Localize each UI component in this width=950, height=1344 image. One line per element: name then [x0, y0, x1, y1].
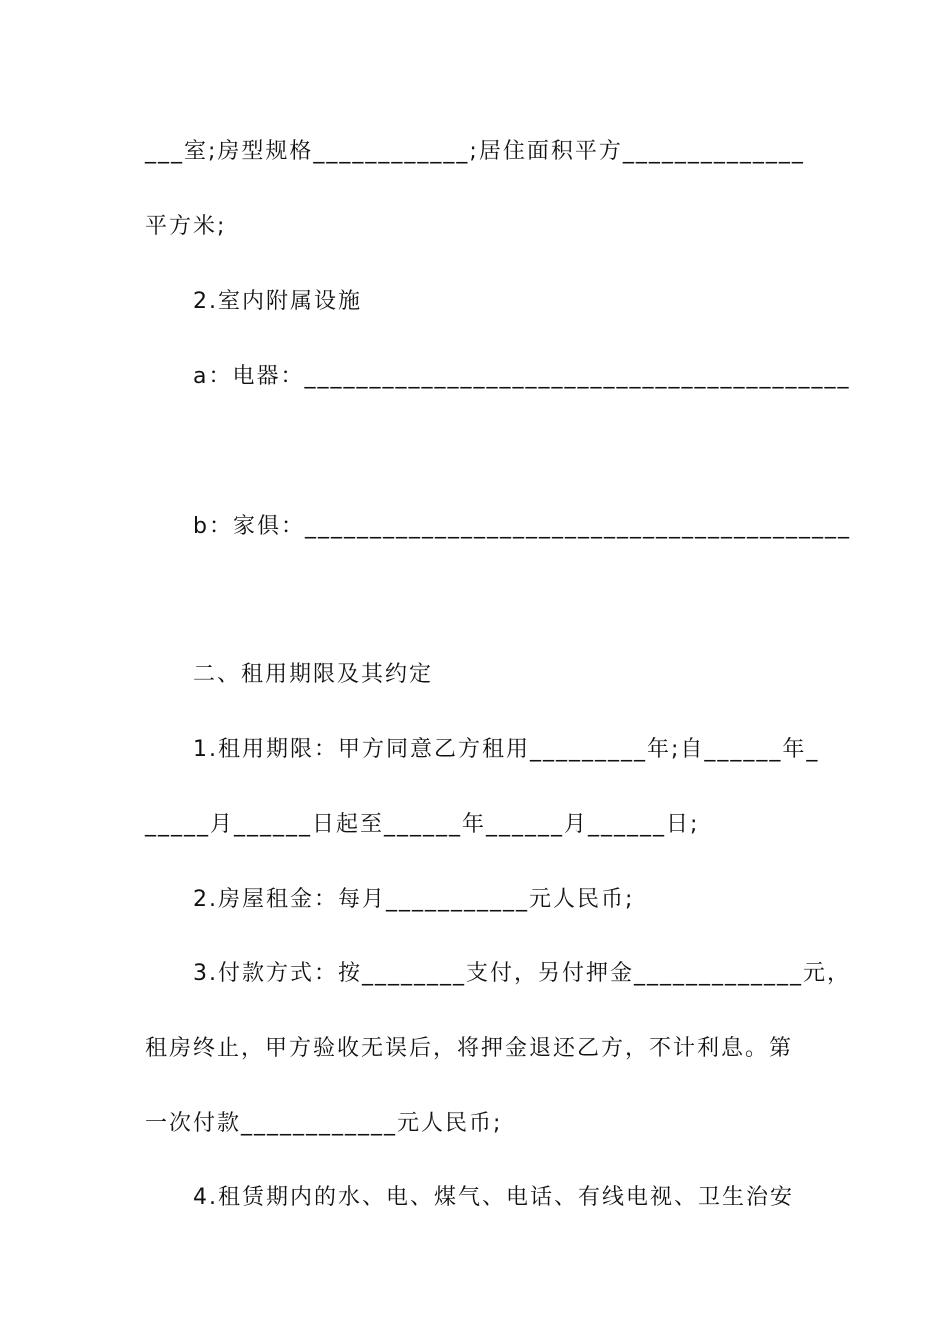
room-spec-line: ___室;房型规格____________;居住面积平方______________: [145, 139, 805, 164]
section-two-heading: 二、租用期限及其约定: [193, 662, 434, 687]
first-payment-line: 一次付款____________元人民币;: [145, 1111, 503, 1136]
lease-dates-line: _____月______日起至______年______月______日;: [145, 812, 700, 837]
utilities-line: 4.租赁期内的水、电、煤气、电话、有线电视、卫生治安: [193, 1185, 794, 1210]
rent-line: 2.房屋租金：每月___________元人民币;: [193, 887, 635, 912]
area-unit-line: 平方米;: [145, 214, 227, 239]
facilities-heading: 2.室内附属设施: [193, 289, 362, 314]
lease-term-line: 1.租用期限：甲方同意乙方租用_________年;自______年_: [193, 737, 820, 762]
appliances-line: a：电器：__________________________________________: [193, 364, 851, 389]
deposit-refund-line: 租房终止，甲方验收无误后，将押金退还乙方，不计利息。第: [145, 1036, 794, 1061]
furniture-line: b：家俱：__________________________________________: [193, 514, 851, 539]
payment-method-line: 3.付款方式：按________支付，另付押金_____________元，: [193, 961, 851, 986]
